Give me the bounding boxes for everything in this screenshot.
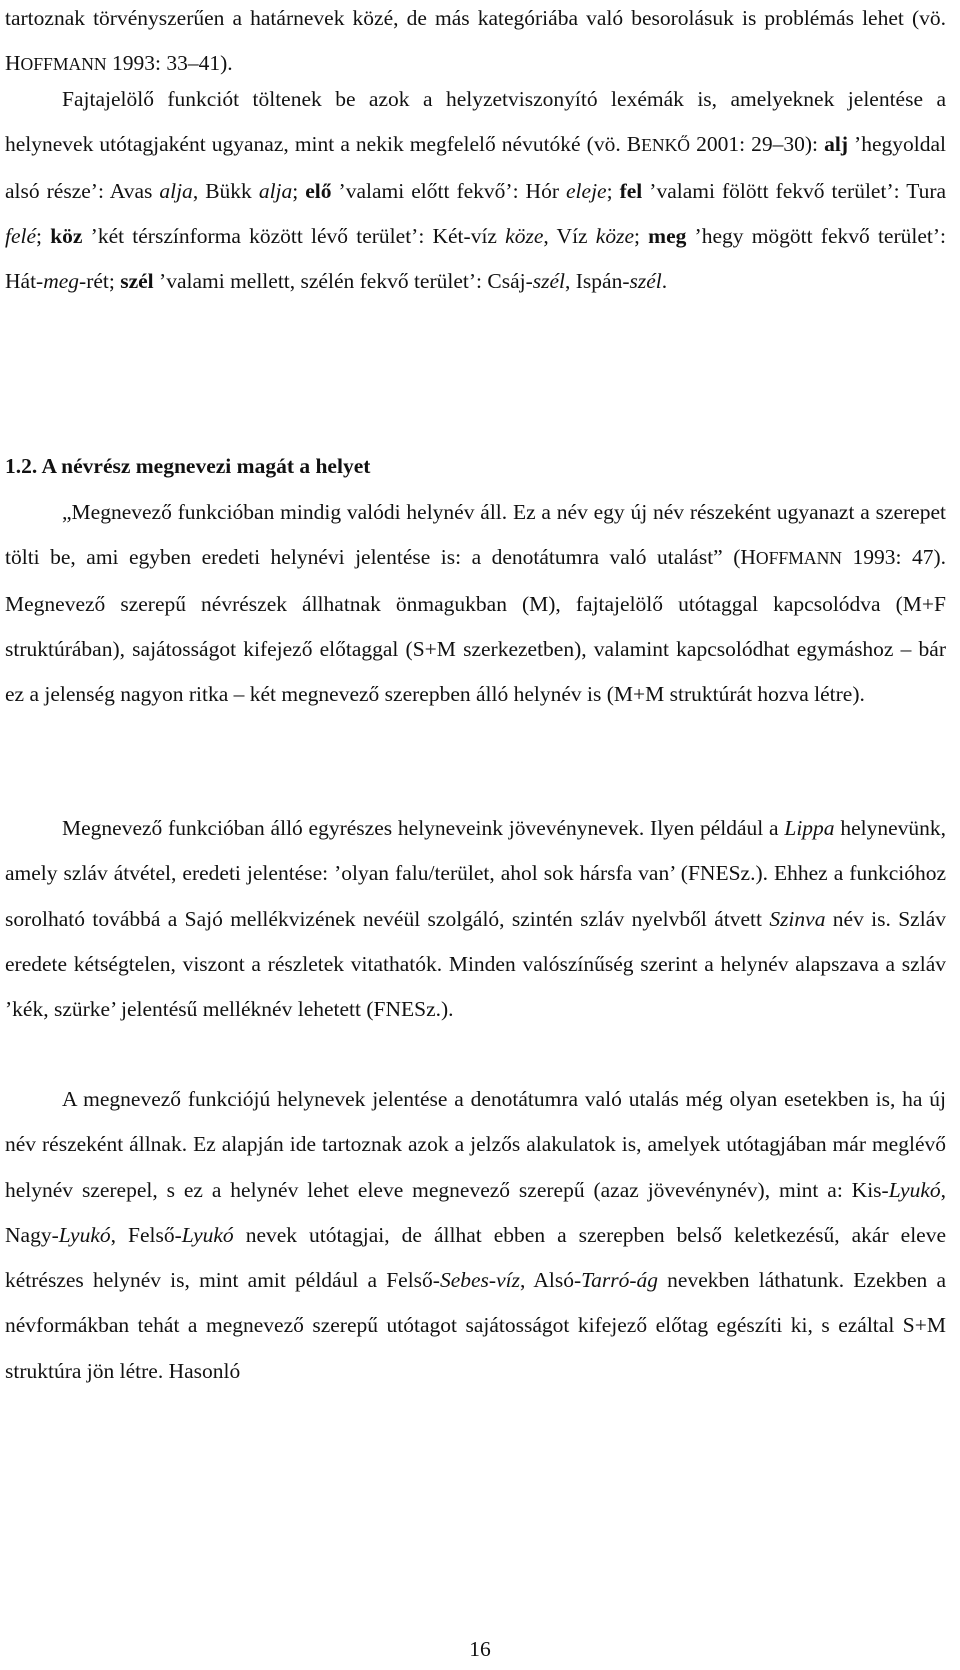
paragraph-fajtajelolo: [5, 77, 946, 304]
page-number: 16: [469, 1637, 491, 1661]
paragraph: Megnevező funkcióban álló egyrészes helyneveink jövevénynevek. Ilyen például a Lippa helynevünk, amely szláv átvétel, eredeti jelentése: ’olyan falu/terület, ahol sok hársfa van’ (FNESz.). Ehhez a funkcióhoz sorolható továbbá a Sajó mellékvizének nevéül szolgáló, szintén szláv nyelvből átvett Szinva név is. Szláv eredete kétségtelen, viszont a részletek vitathatók. Minden valószínűség szerint a helynév alapszava a szláv ’kék, szürke’ jelentésű melléknév lehetett (FNESz.).: [5, 816, 947, 1022]
paragraph: Fajtajelölő funkciót töltenek be azok a helyzetviszonyító lexémák is, amelyeknek jelentése a helynevek utótagjaként ugyanaz, mint a nekik megfelelő névutóké (vö. BENKŐ 2001: 29–30): alj ’hegyoldal alsó része’: Avas alja, Bükk alja; elő ’valami előtt fekvő’: Hór eleje; fel ’valami fölött fekvő terület’: Tura felé; köz ’két térszínforma között lévő terület’: Két-víz köze, Víz köze; meg ’hegy mögött fekvő terület’: Hát-meg-rét; szél ’valami mellett, szélén fekvő terület’: Csáj-szél, Ispán-szél.: [5, 87, 947, 294]
paragraph-denotatum: [5, 1077, 946, 1394]
section-heading: 1.2. A névrész megnevezi magát a helyet: [5, 454, 371, 478]
paragraph-continuation: [5, 0, 946, 88]
paragraph: A megnevező funkciójú helynevek jelentése a denotátumra való utalás még olyan esetekben is, ha új név részeként állnak. Ez alapján ide tartoznak azok a jelzős alakulatok is, amelyek utótagjában már meglévő helynév szerepel, s ez a helynév lehet eleve megnevező szerepű (azaz jövevénynév), mint a: Kis-Lyukó, Nagy-Lyukó, Felső-Lyukó nevek utótagjai, de állhat ebben a szerepben belső keletkezésű, akár eleve kétrészes helynév is, mint amit például a Felső-Sebes-víz, Alsó-Tarró-ág nevekben láthatunk. Ezekben a névformákban tehát a megnevező szerepű utótagot sajátosságot kifejező előtag egészíti ki, s ezáltal S+M struktúra jön létre. Hasonló: [5, 1087, 946, 1383]
paragraph: „Megnevező funkcióban mindig valódi helynév áll. Ez a név egy új név részeként ugyanazt a szerepet tölti be, ami egyben eredeti helynévi jelentése is: a denotátumra való utalást” (HOFFMANN 1993: 47). Megnevező szerepű névrészek állhatnak önmagukban (M), fajtajelölő utótaggal kapcsolódva (M+F struktúrában), sajátosságot kifejező előtaggal (S+M szerkezetben), valamint kapcsolódhat egymáshoz – bár ez a jelenség nagyon ritka – két megnevező szerepben álló helynév is (M+M struktúrát hozva létre).: [5, 500, 946, 707]
paragraph-egyreszes: [5, 806, 946, 1032]
paragraph: tartoznak törvényszerűen a határnevek közé, de más kategóriába való besorolásuk is problémás lehet (vö. HOFFMANN 1993: 33–41).: [5, 6, 946, 76]
paragraph-megnevezo: [5, 490, 946, 717]
section-heading-block: [5, 444, 946, 489]
